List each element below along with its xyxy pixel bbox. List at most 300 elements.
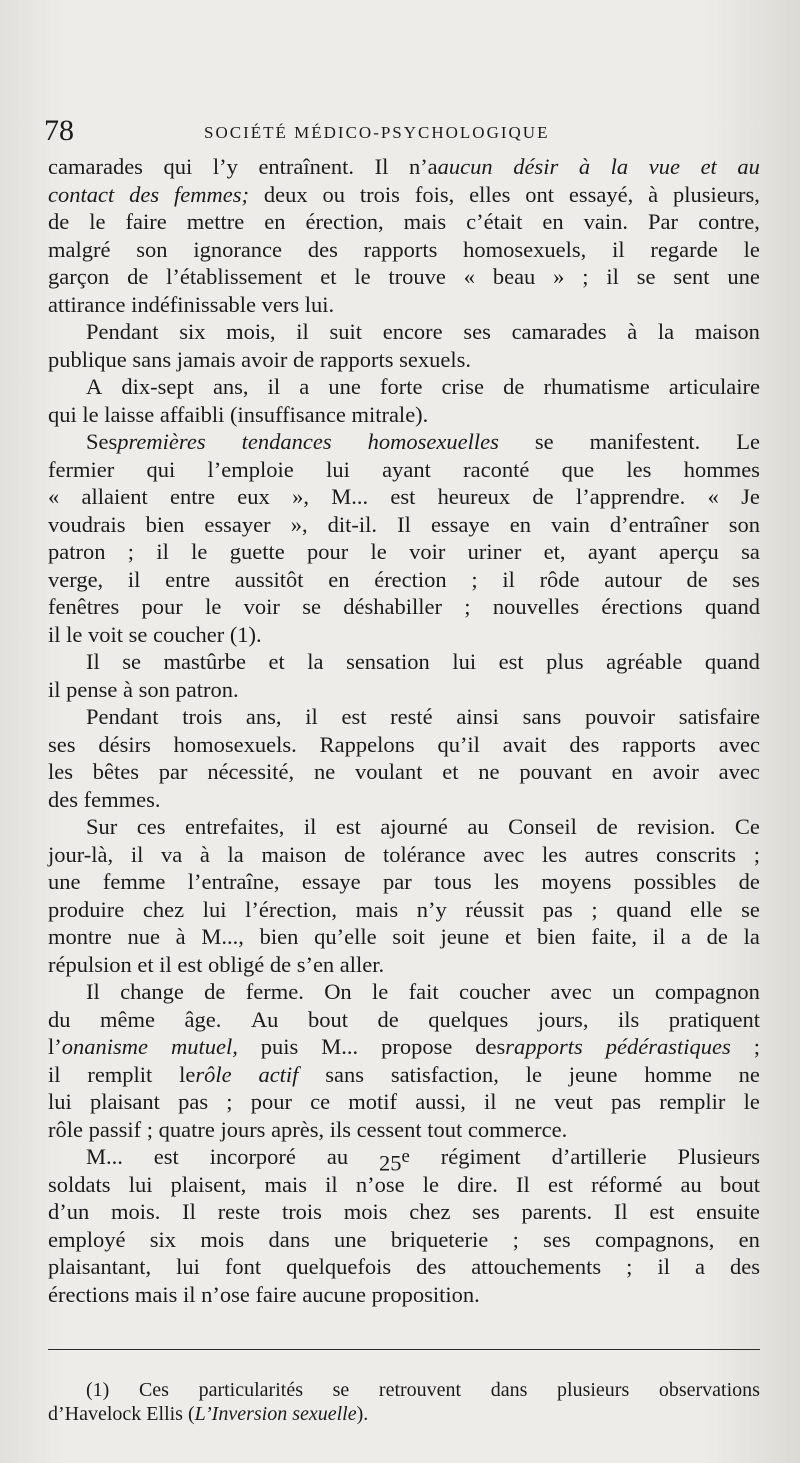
- word: mettre: [186, 209, 245, 234]
- word: mois.: [111, 1199, 161, 1224]
- word: bout: [307, 1006, 348, 1032]
- word: est: [547, 1171, 573, 1197]
- word: lerôle: [179, 1061, 232, 1087]
- word: conscrits: [656, 841, 737, 867]
- word: vue: [648, 154, 680, 179]
- word: bout: [719, 1171, 760, 1197]
- word: de: [344, 841, 366, 867]
- word: font: [224, 1254, 262, 1279]
- word: l’emploie: [207, 456, 294, 482]
- word: beau: [492, 264, 536, 289]
- text-line: [48, 1171, 760, 1199]
- word: ne: [313, 759, 336, 784]
- word: il: [127, 566, 141, 592]
- text-line: [48, 263, 760, 291]
- word: lui: [48, 1089, 72, 1114]
- word: au: [326, 1144, 349, 1169]
- word: en: [738, 1226, 760, 1252]
- text-line: [48, 428, 760, 456]
- word: entre: [170, 484, 215, 509]
- text-line: [48, 951, 760, 979]
- word: et: [700, 154, 717, 179]
- text-line: [48, 1061, 760, 1089]
- word: montre: [48, 924, 112, 949]
- word: ;: [591, 896, 598, 922]
- word: jeune: [440, 924, 490, 949]
- word: tolérance: [383, 841, 466, 867]
- word: ;: [127, 539, 135, 564]
- word: de: [503, 374, 525, 399]
- word: plaisant: [89, 1089, 160, 1114]
- word: ;: [464, 594, 471, 619]
- text-line: [48, 593, 760, 621]
- word: «: [463, 264, 475, 289]
- word: patron: [48, 539, 106, 564]
- word: qui: [146, 456, 176, 482]
- word: bien: [259, 924, 299, 949]
- word: encore: [382, 319, 443, 344]
- word: ses: [48, 731, 76, 757]
- word: homosexuels,: [463, 236, 587, 262]
- word: sa: [741, 539, 760, 564]
- word: Je: [741, 484, 760, 509]
- word: quand: [704, 594, 760, 619]
- word: plusieurs,: [673, 181, 760, 207]
- word: il: [48, 1061, 61, 1087]
- word: désirs: [98, 731, 151, 757]
- word: dans: [268, 1226, 310, 1252]
- word: dire.: [457, 1171, 498, 1197]
- word: érection,: [305, 209, 384, 234]
- text-line: [48, 758, 760, 786]
- word: la: [743, 924, 760, 949]
- word: M...: [331, 484, 369, 509]
- word: de: [596, 814, 618, 839]
- word: à: [648, 181, 659, 207]
- word: uriner: [467, 539, 522, 564]
- word: (1): [86, 1379, 110, 1401]
- word: a: [299, 374, 310, 399]
- text-line: [48, 291, 760, 319]
- word: 25e: [378, 1146, 410, 1176]
- word: ne: [478, 759, 500, 784]
- word: d’entraîner: [609, 511, 709, 537]
- word: bêtes: [92, 759, 140, 784]
- word: remplit: [87, 1061, 153, 1087]
- word: pouvoir: [585, 704, 656, 729]
- word: jours,: [537, 1006, 589, 1032]
- word: avec: [718, 731, 760, 757]
- text-line: [48, 978, 760, 1006]
- word: faire: [125, 209, 167, 234]
- word: pour: [141, 594, 183, 619]
- word: en: [509, 511, 531, 537]
- text-line: [48, 896, 760, 924]
- word: ;: [471, 566, 478, 592]
- word: érection: [374, 566, 447, 592]
- word: il: [303, 814, 317, 839]
- word: qu’elle: [314, 924, 377, 949]
- word: le: [743, 236, 760, 262]
- word: et: [268, 649, 285, 674]
- word: ferme.: [245, 979, 304, 1004]
- word: aussitôt: [234, 566, 304, 592]
- word: plus: [546, 649, 584, 674]
- text-line: [48, 236, 760, 264]
- word: revision.: [637, 814, 716, 839]
- word: ses: [472, 1199, 500, 1224]
- word: pour: [250, 1089, 292, 1114]
- word: essayé,: [568, 181, 634, 207]
- word: il: [657, 1254, 670, 1279]
- word: se: [302, 594, 321, 619]
- word: parents.: [521, 1199, 593, 1224]
- word: rôde: [539, 566, 580, 592]
- text-segment: des femmes.: [48, 786, 161, 812]
- word: Il: [516, 1171, 530, 1197]
- word: pratiquent: [668, 1006, 760, 1032]
- word: M...,: [201, 924, 244, 949]
- word: fermier: [48, 456, 115, 482]
- word: trois: [359, 181, 400, 207]
- word: remplir: [659, 1089, 726, 1114]
- text-segment: il pense à son patron.: [48, 676, 239, 702]
- word: possibles: [633, 869, 717, 894]
- word: six: [149, 1226, 177, 1252]
- word: ne: [514, 1089, 536, 1114]
- word: homosexuelles: [367, 429, 499, 454]
- word: Ces: [138, 1379, 169, 1401]
- word: Le: [736, 429, 760, 454]
- word: il: [156, 539, 169, 564]
- word: à: [578, 154, 591, 179]
- text-line: [48, 621, 760, 649]
- text-line: [48, 1143, 760, 1176]
- word: des: [129, 181, 160, 207]
- word: est: [498, 649, 524, 674]
- word: ans,: [212, 374, 249, 399]
- word: son: [136, 236, 168, 262]
- word: ensuite: [696, 1199, 760, 1224]
- text-line: [48, 566, 760, 594]
- word: incorporé: [209, 1144, 296, 1169]
- word: pédérastiques: [605, 1034, 731, 1059]
- word: le: [743, 1089, 760, 1114]
- word: se: [636, 264, 656, 289]
- word: particularités: [198, 1379, 303, 1401]
- word: six: [179, 319, 206, 344]
- word: vain: [551, 511, 590, 537]
- word: et,: [543, 539, 566, 564]
- word: qui: [163, 154, 193, 179]
- word: actif: [258, 1061, 299, 1087]
- word: »,: [292, 484, 309, 509]
- word: lui: [176, 1254, 200, 1279]
- word: eux: [237, 484, 270, 509]
- word: son: [728, 511, 760, 537]
- word: desrapports: [475, 1034, 583, 1059]
- word: trouve: [388, 264, 446, 289]
- text-segment: érections mais il n’ose faire aucune proposition.: [48, 1281, 480, 1307]
- word: essaye: [301, 869, 361, 894]
- word: au: [467, 814, 489, 839]
- word: ;: [753, 1034, 760, 1059]
- word: ils: [617, 1006, 640, 1032]
- word: Au: [250, 1006, 279, 1032]
- word: et: [442, 759, 459, 784]
- word: n’y: [416, 896, 447, 922]
- word: mais: [264, 1171, 307, 1197]
- word: érections: [601, 594, 683, 619]
- word: plaisantant,: [48, 1254, 152, 1279]
- word: Il: [86, 649, 100, 674]
- word: homosexuels.: [173, 731, 297, 757]
- word: contre,: [698, 209, 760, 234]
- word: ;: [582, 264, 589, 289]
- word: M...: [86, 1144, 123, 1169]
- word: des: [569, 731, 600, 757]
- word: le: [525, 1061, 542, 1087]
- text-line: [48, 868, 760, 896]
- word: l’y: [212, 154, 238, 179]
- word: de: [48, 209, 70, 234]
- word: entre: [165, 566, 211, 592]
- word: de: [686, 566, 708, 592]
- word: se: [534, 429, 554, 454]
- word: par: [383, 869, 412, 894]
- word: produire: [48, 896, 125, 922]
- word: une: [48, 869, 81, 894]
- word: pas: [542, 896, 573, 922]
- word: l’érection,: [245, 896, 337, 922]
- word: ses: [732, 566, 760, 592]
- text-line: [48, 1281, 760, 1309]
- word: Sespremières: [86, 429, 206, 454]
- word: heureux: [437, 484, 511, 509]
- word: il: [652, 924, 666, 949]
- word: voudrais: [48, 511, 126, 537]
- word: aussi,: [415, 1089, 466, 1114]
- word: mois: [200, 1226, 245, 1252]
- word: mois,: [226, 319, 276, 344]
- text-line: [48, 373, 760, 401]
- word: déshabiller: [343, 594, 442, 619]
- word: maison: [694, 319, 760, 344]
- word: réformé: [591, 1171, 663, 1197]
- word: le: [372, 979, 389, 1004]
- text-line: [48, 511, 760, 539]
- word: soldats: [48, 1171, 111, 1197]
- word: change: [120, 979, 184, 1004]
- word: elles: [469, 181, 511, 207]
- word: ses: [543, 1226, 571, 1252]
- word: le: [354, 264, 371, 289]
- word: Pendant: [86, 704, 159, 729]
- word: ses: [463, 319, 491, 344]
- word: jeune: [568, 1061, 618, 1087]
- word: la: [657, 319, 675, 344]
- word: a: [680, 924, 691, 949]
- word: le: [370, 539, 387, 564]
- word: compagnons,: [594, 1226, 715, 1252]
- word: homme: [644, 1061, 712, 1087]
- word: ne: [738, 1061, 760, 1087]
- word: le: [191, 539, 208, 564]
- word: des: [730, 1254, 760, 1279]
- word: une: [727, 264, 760, 289]
- word: avec: [483, 841, 525, 867]
- word: rhumatisme: [543, 374, 650, 399]
- word: raconté: [463, 456, 530, 482]
- word: est: [153, 1144, 179, 1169]
- word: entrefaites,: [185, 814, 285, 839]
- word: camarades: [511, 319, 607, 344]
- text-line: [48, 731, 760, 759]
- word: plaisent,: [170, 1171, 247, 1197]
- word: les: [494, 869, 520, 894]
- word: attouchements: [471, 1254, 602, 1279]
- text-line: [48, 813, 760, 841]
- word: l’établissement: [166, 264, 303, 289]
- text-line: [48, 208, 760, 236]
- word: âge.: [184, 1006, 222, 1032]
- word: se: [122, 649, 142, 674]
- text-line: [48, 318, 760, 346]
- word: verge,: [48, 566, 104, 592]
- word: A: [86, 374, 103, 399]
- word: Il: [182, 1199, 196, 1224]
- word: M...: [321, 1034, 359, 1059]
- word: voulant: [354, 759, 423, 784]
- word: lui: [128, 1171, 153, 1197]
- word: au: [737, 154, 760, 179]
- word: est: [335, 814, 361, 839]
- word: plusieurs: [557, 1379, 630, 1401]
- text-segment: répulsion et il est obligé de s’en aller.: [48, 951, 385, 977]
- word: avec: [550, 979, 592, 1004]
- word: de: [204, 979, 226, 1004]
- word: resté: [390, 704, 433, 729]
- text-line: [48, 1253, 760, 1281]
- word: l’entraîne,: [187, 869, 280, 894]
- word: fait: [408, 979, 439, 1004]
- word: mois: [343, 1199, 388, 1224]
- text-segment: rôle passif ; quatre jours après, ils cessent tout commerce.: [48, 1116, 568, 1142]
- word: d’artillerie: [551, 1144, 647, 1169]
- word: Il: [374, 154, 389, 179]
- word: quand: [704, 649, 760, 674]
- word: l’apprendre.: [575, 484, 686, 509]
- word: essaye: [430, 511, 490, 537]
- word: rapports: [622, 731, 696, 757]
- word: voir: [409, 539, 446, 564]
- word: ou: [322, 181, 346, 207]
- text-line: [48, 483, 760, 511]
- word: articulaire: [668, 374, 760, 399]
- word: soit: [392, 924, 425, 949]
- word: il: [606, 264, 619, 289]
- word: agréable: [606, 649, 683, 674]
- word: suit: [329, 319, 362, 344]
- word: le: [422, 1171, 440, 1197]
- text-line: [48, 786, 760, 814]
- word: Plusieurs: [677, 1144, 760, 1169]
- word: se: [332, 1379, 350, 1401]
- word: sensation: [346, 649, 430, 674]
- footnote: [48, 1378, 760, 1426]
- word: avait: [502, 731, 547, 757]
- word: dix-sept: [121, 374, 194, 399]
- word: la: [610, 154, 629, 179]
- text-line: [48, 703, 760, 731]
- word: lui: [326, 456, 350, 482]
- word: puis: [260, 1034, 299, 1059]
- text-line: [48, 1198, 760, 1226]
- word: sans: [325, 1061, 364, 1087]
- word: reste: [217, 1199, 261, 1224]
- text-segment: ).: [356, 1403, 369, 1425]
- word: mais: [403, 209, 447, 234]
- word: nouvelles: [492, 594, 580, 619]
- word: en: [264, 209, 286, 234]
- word: que: [561, 456, 595, 482]
- word: quelquefois: [286, 1254, 392, 1279]
- word: propose: [381, 1034, 453, 1059]
- word: en: [611, 759, 633, 784]
- text-line: [48, 1033, 760, 1061]
- word: lui: [202, 896, 227, 922]
- word: hommes: [683, 456, 760, 482]
- word: malgré: [48, 236, 111, 262]
- word: ;: [512, 1226, 519, 1252]
- word: allaient: [81, 484, 148, 509]
- word: désir: [513, 154, 559, 179]
- word: veut: [554, 1089, 593, 1114]
- word: des: [307, 236, 338, 262]
- word: trois: [182, 704, 223, 729]
- word: une: [328, 374, 361, 399]
- text-line: [48, 456, 760, 484]
- word: bien: [536, 924, 576, 949]
- footnote-line: [48, 1378, 760, 1402]
- word: Il: [86, 979, 100, 1004]
- text-line: [48, 841, 760, 869]
- word: «: [707, 484, 719, 509]
- word: voir: [243, 594, 280, 619]
- word: jour-là,: [48, 841, 114, 867]
- word: qu’il: [437, 731, 480, 757]
- page-header: [44, 114, 756, 148]
- text-line: [48, 676, 760, 704]
- word: satisfaire: [678, 704, 760, 729]
- word: Conseil: [508, 814, 577, 839]
- word: va: [160, 841, 183, 867]
- page-number: 78: [44, 114, 74, 147]
- word: ce: [310, 1089, 331, 1114]
- word: une: [334, 1226, 367, 1252]
- word: avec: [718, 759, 760, 784]
- word: observations: [658, 1379, 760, 1401]
- word: motif: [348, 1089, 398, 1114]
- text-line: [48, 1006, 760, 1034]
- word: à: [627, 319, 638, 344]
- word: dit-il.: [327, 511, 378, 537]
- word: mutuel,: [170, 1034, 238, 1059]
- word: femmes;: [174, 181, 249, 207]
- word: tous: [434, 869, 472, 894]
- word: sans: [522, 704, 562, 729]
- word: de: [127, 264, 149, 289]
